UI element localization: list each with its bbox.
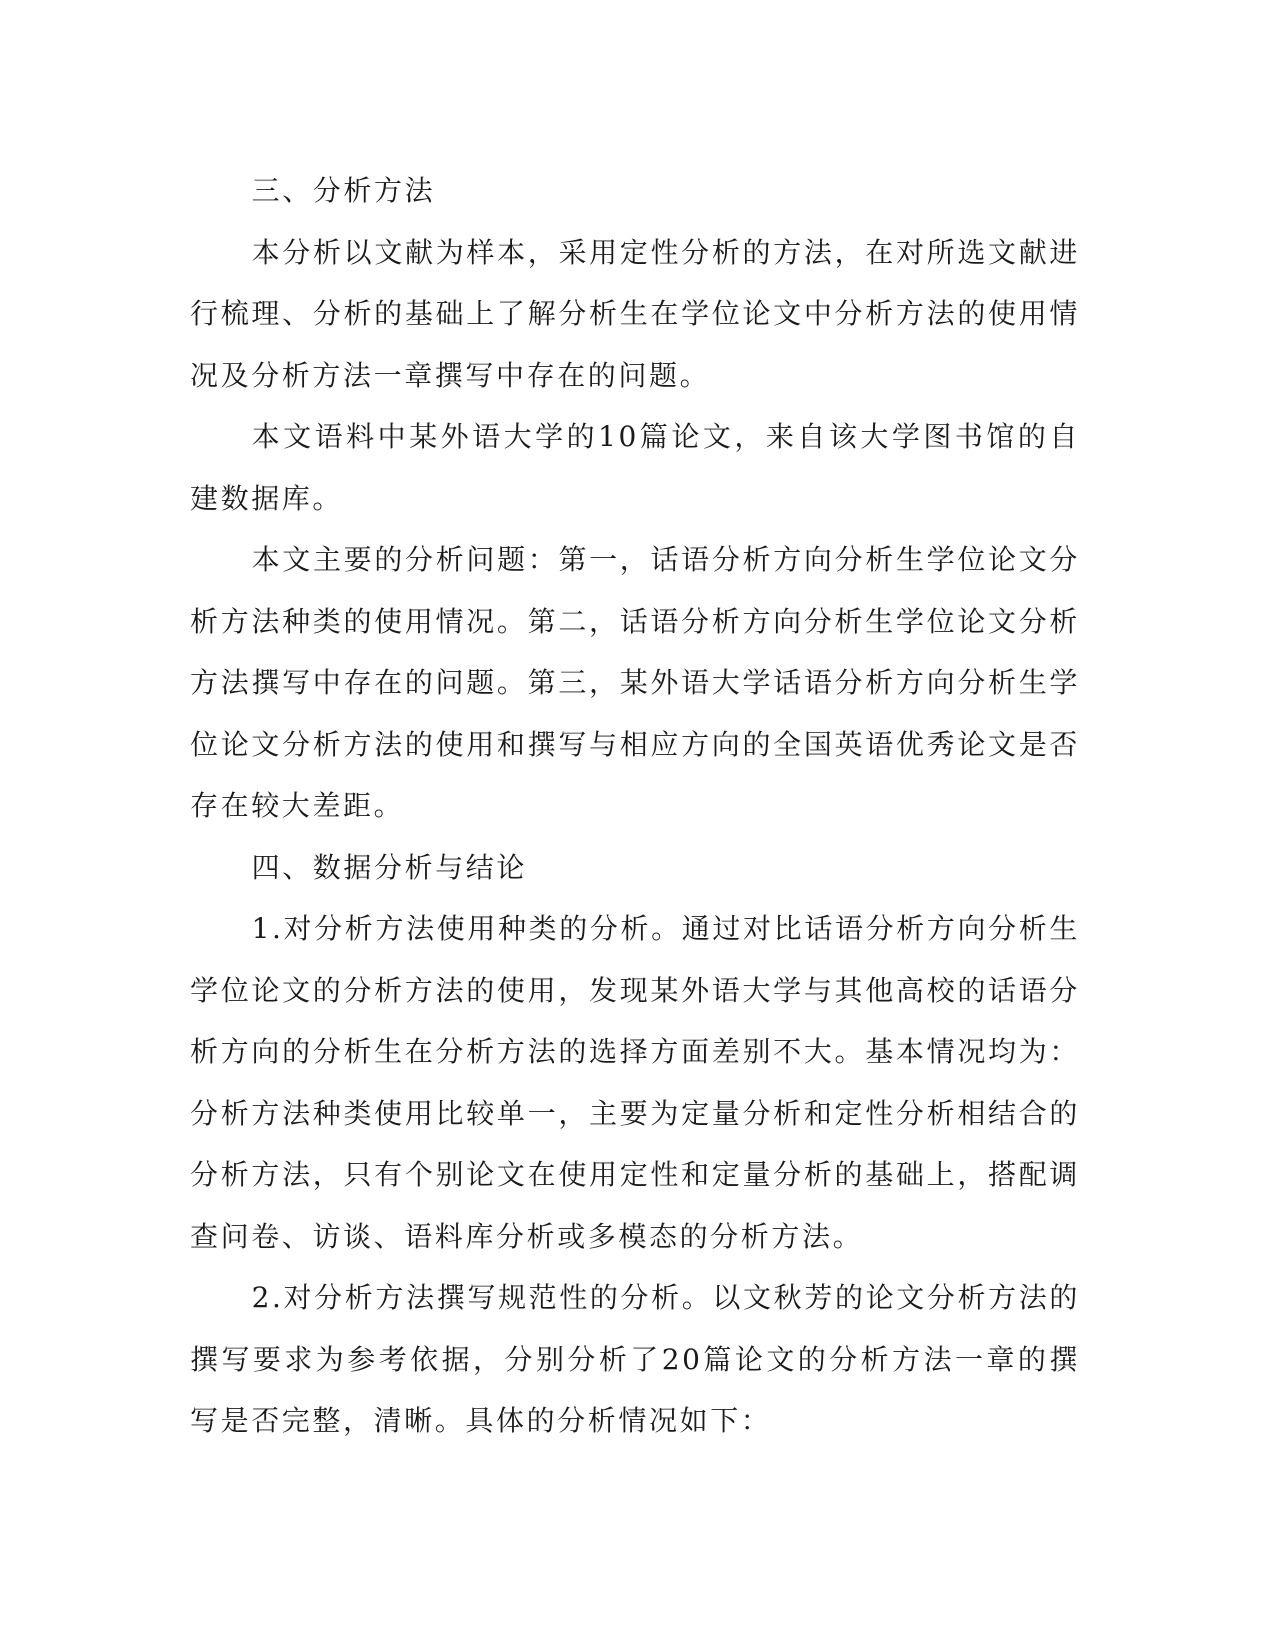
section-heading-analysis: 四、数据分析与结论 [251, 850, 527, 884]
document-body [190, 160, 1080, 1452]
paragraph-corpus: 本文语料中某外语大学的10篇论文，来自该大学图书馆的自建数据库。 [190, 420, 1080, 515]
paragraph-method-writing: 2.对分析方法撰写规范性的分析。以文秋芳的论文分析方法的撰写要求为参考依据，分别分析了20篇论文的分析方法一章的撰写是否完整，清晰。具体的分析情况如下： [190, 1281, 1080, 1437]
section-heading-methods: 三、分析方法 [251, 174, 436, 207]
paragraph-research-questions: 本文主要的分析问题：第一，话语分析方向分析生学位论文分析方法种类的使用情况。第二，话语分析方向分析生学位论文分析方法撰写中存在的问题。第三，某外语大学话语分析方向分析生学位论文分析方法的使用和撰写与相应方向的全国英语优秀论文是否存在较大差距。 [190, 543, 1080, 822]
paragraph-method-types: 1.对分析方法使用种类的分析。通过对比话语分析方向分析生学位论文的分析方法的使用，发现某外语大学与其他高校的话语分析方向的分析生在分析方法的选择方面差别不大。基本情况均为：分析方法种类使用比较单一，主要为定量分析和定性分析相结合的分析方法，只有个别论文在使用定性和定量分析的基础上，搭配调查问卷、访谈、语料库分析或多模态的分析方法。 [190, 912, 1080, 1253]
paragraph-methods-overview: 本分析以文献为样本，采用定性分析的方法，在对所选文献进行梳理、分析的基础上了解分析生在学位论文中分析方法的使用情况及分析方法一章撰写中存在的问题。 [190, 235, 1080, 392]
